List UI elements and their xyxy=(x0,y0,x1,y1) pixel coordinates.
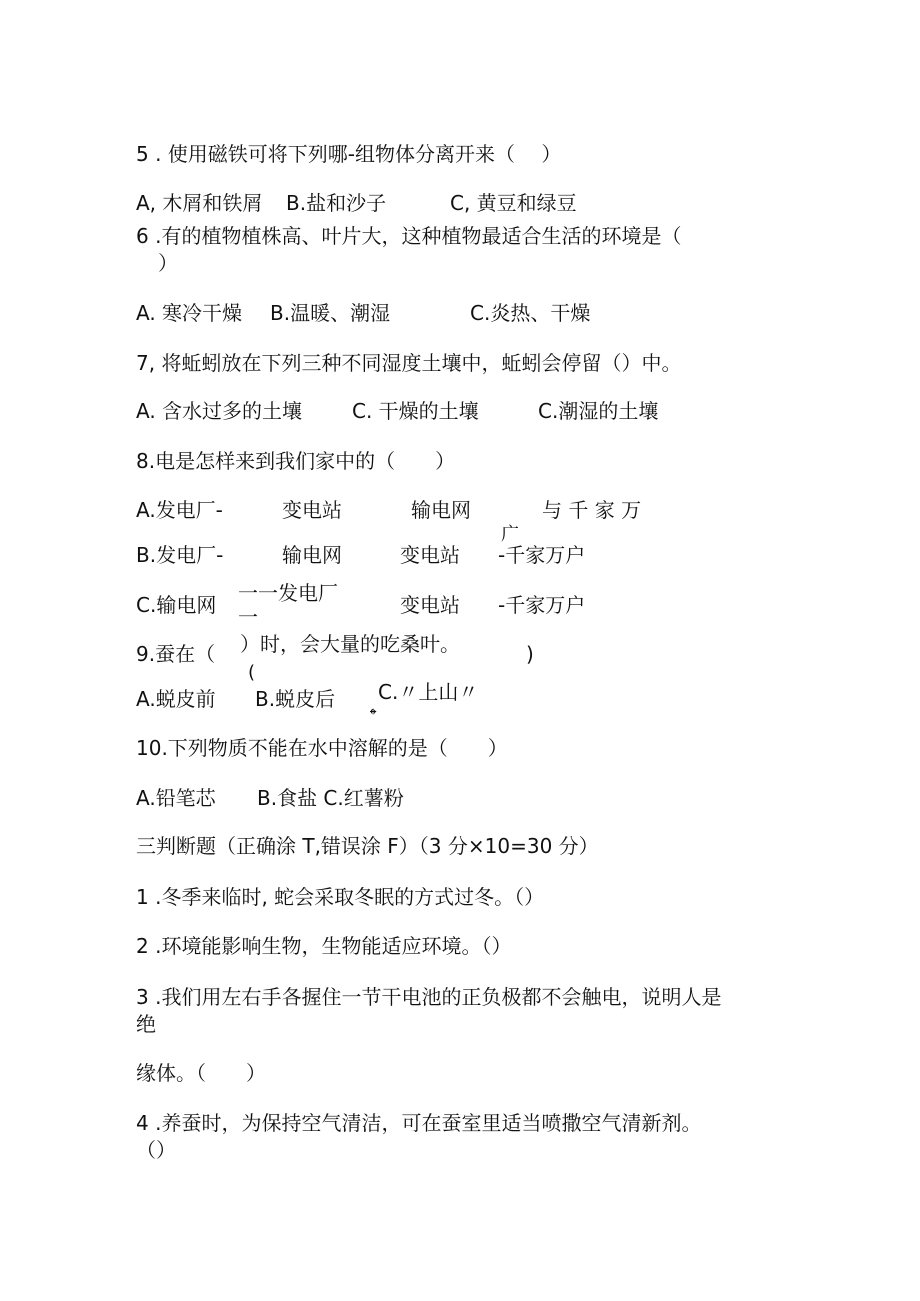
q10-option-b: B.食盐 C.红薯粉 xyxy=(257,786,404,810)
judgement-3-line3: 缘体。（ ） xyxy=(136,1061,266,1085)
q9-stem-mid: ）时，会大量的吃桑叶。 xyxy=(240,632,460,656)
q8-option-b-part4: -千家万户 xyxy=(498,543,586,567)
q10-option-a: A.铅笔芯 xyxy=(136,786,216,810)
q8-stem: 8.电是怎样来到我们家中的（ ） xyxy=(136,449,456,473)
q6-option-c: C.炎热、干燥 xyxy=(470,301,591,325)
q8-option-a-part3: 输电网 xyxy=(411,498,471,522)
q8-option-a-part2: 变电站 xyxy=(282,498,342,522)
q7-option-c: C.潮湿的土壤 xyxy=(538,399,659,423)
q7-option-b: C. 干燥的土壤 xyxy=(352,399,479,423)
q8-option-b-part1: B.发电厂- xyxy=(136,543,224,567)
q8-option-a-part4: 与 千 家 万 xyxy=(542,498,642,522)
section-3-title: 三判断题（正确涂 T,错误涂 F）（3 分×10=30 分） xyxy=(136,834,599,858)
judgement-3-line2: 绝 xyxy=(136,1012,156,1036)
judgement-4-line2: （） xyxy=(136,1138,176,1162)
q9-stem: 9.蚕在（ xyxy=(136,642,216,666)
q6-stem: 6 .有的植物植株高、叶片大，这种植物最适合生活的环境是（ xyxy=(136,224,682,248)
q7-option-a: A. 含水过多的土壤 xyxy=(136,399,303,423)
q8-option-b-part2: 输电网 xyxy=(282,543,342,567)
q8-option-c-part1: C.输电网 xyxy=(136,593,217,617)
q8-option-c-part5: -千家万户 xyxy=(498,593,586,617)
judgement-3-line1: 3 .我们用左右手各握住一节干电池的正负极都不会触电，说明人是 xyxy=(136,985,722,1009)
q5-stem: 5 . 使用磁铁可将下列哪-组物体分离开来（ ） xyxy=(136,142,562,166)
judgement-4-line1: 4 .养蚕时，为保持空气清洁，可在蚕室里适当喷撒空气清新剂。 xyxy=(136,1111,702,1135)
q6-stem-cont: ） xyxy=(158,251,178,275)
q9-option-a: A.蜕皮前 xyxy=(136,687,216,711)
judgement-2: 2 .环境能影响生物，生物能适应环境。（） xyxy=(136,934,512,958)
q8-option-a-part1: A.发电厂- xyxy=(136,498,223,522)
q9-stem-end: ) xyxy=(526,642,534,666)
q8-option-c-part2: 一一发电厂 xyxy=(238,581,338,605)
q7-stem: 7, 将蚯蚓放在下列三种不同湿度土壤中，蚯蚓会停留（）中。 xyxy=(136,351,682,375)
q9-option-c-tail: 𝄌 xyxy=(370,705,377,726)
q6-option-b: B.温暖、潮湿 xyxy=(270,301,391,325)
q9-bracket: ( xyxy=(248,662,256,683)
q10-stem: 10.下列物质不能在水中溶解的是（ ） xyxy=(136,736,508,760)
q6-option-a: A. 寒冷干燥 xyxy=(136,301,243,325)
q9-option-b: B.蜕皮后 xyxy=(255,687,336,711)
q8-option-c-part3: 一 xyxy=(238,605,258,629)
q5-option-a: A, 木屑和铁屑 xyxy=(136,191,263,215)
q8-option-c-part4: 变电站 xyxy=(400,593,460,617)
q5-option-c: C, 黄豆和绿豆 xyxy=(450,191,577,215)
q8-option-b-part3: 变电站 xyxy=(400,543,460,567)
q9-option-c: C.〃上山〃 xyxy=(378,680,479,704)
q5-option-b: B.盐和沙子 xyxy=(286,191,387,215)
judgement-1: 1 .冬季来临时, 蛇会采取冬眠的方式过冬。（） xyxy=(136,885,545,909)
q8-option-a-part5: 广 xyxy=(501,524,519,545)
